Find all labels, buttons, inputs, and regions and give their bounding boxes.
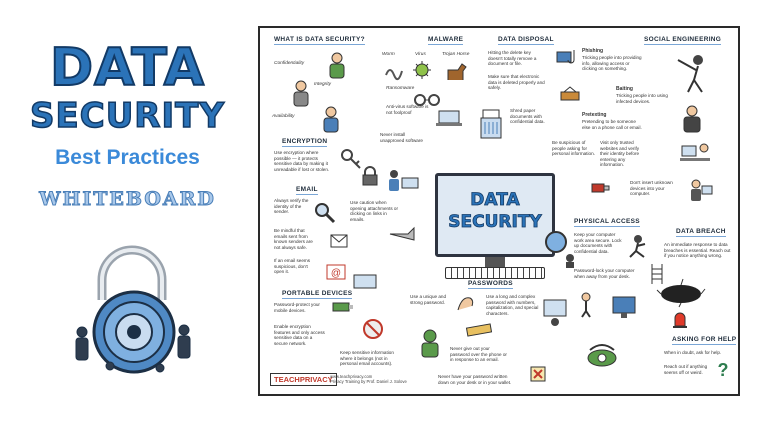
key-icon [340,148,362,170]
text-breach-response: An immediate response to data breaches is essential. Reach out if you notice anything wrong. [664,242,731,259]
desk-worker-icon [680,142,710,166]
person-figure-icon [320,106,342,134]
person-with-laptop-icon [386,168,420,192]
text-unknown-devices: Don't insert unknown devices into your computer. [630,180,673,197]
magnifier-person-icon [314,202,336,228]
shredder-icon [480,108,502,140]
email-warning-icon [326,264,346,280]
padlock-icon [362,166,378,186]
heading-data-disposal: DATA DISPOSAL [498,36,554,43]
label-confidentiality: Confidentiality [274,61,305,66]
fishing-figure-icon [670,52,706,96]
text-never-written-down: Never have your password written down on your desk or in your wallet. [438,374,512,385]
phishing-hook-icon [556,48,578,66]
text-ask-for-help: When in doubt, ask for help. [664,350,722,355]
text-phishing: Tricking people into providing info, allowing access or clicking on something. [582,55,642,72]
label-phishing: Phishing [582,48,604,54]
text-trusted-websites: Visit only trusted websites and verify their identity before entering any information. [600,140,640,168]
text-baiting: Tricking people into using infected devices. [616,93,668,104]
label-worm: Worm [382,52,395,57]
label-integrity: Integrity [314,82,332,87]
heading-malware: MALWARE [428,36,464,43]
bait-trap-icon [560,86,580,102]
usb-drive-hand-icon [590,180,610,196]
text-enable-encryption: Enable encryption features and only access sensitive data on a secure network. [274,324,325,346]
text-keep-sensitive-info: Keep sensitive information where it belongs (not in personal email accounts). [340,350,394,367]
label-ransomware: Ransomware [386,86,415,91]
password-character-icon [542,298,568,328]
title-security: SECURITY [30,96,225,136]
locked-monitor-icon [612,296,636,320]
heading-passwords: PASSWORDS [468,280,513,287]
usb-stick-icon [332,300,354,314]
heading-email: EMAIL [296,186,318,193]
magnifier-person-icon [542,228,578,268]
keyboard [445,267,545,279]
text-never-install-unapproved: Never install unapproved software [380,132,423,143]
text-reach-out: Reach out if anything seems off or weird. [664,364,708,375]
center-title-security: SECURITY [448,212,542,232]
text-attachments-caution: Use caution when opening attachments or clicking on links in emails. [350,200,399,222]
arm-flex-icon [456,290,476,312]
label-trojan-horse: Trojan Horse [442,52,470,57]
title-data: DATA [49,38,206,98]
trojan-horse-icon [444,60,468,82]
center-title-data: DATA [470,190,520,210]
label-baiting: Baiting [616,86,633,92]
teachprivacy-logo: TEACHPRIVACY [270,373,337,386]
ladder-icon [648,264,666,284]
padlock-illustration [62,240,202,380]
text-password-protect: Password-protect your mobile devices. [274,302,320,313]
text-encryption: Use encryption where possible — it protects sensitive data by making it unreadable if lost or stolen. [274,150,330,172]
heading-social-engineering: SOCIAL ENGINEERING [644,36,722,43]
no-disc-icon [362,318,384,340]
heading-data-breach: DATA BREACH [676,228,726,235]
text-pretexting: Pretending to be someone else on a phone call or email. [582,119,642,130]
question-mark-icon [716,360,730,380]
footer-byline: Privacy Training by Prof. Daniel J. Solove [330,379,407,385]
svg-text:@: @ [330,268,342,279]
support-phone-icon [586,340,618,368]
heading-portable-devices: PORTABLE DEVICES [282,290,353,297]
text-antivirus-not-foolproof: Anti-virus software is not foolproof [386,104,429,115]
ruler-icon [466,322,492,338]
text-electronic-deleted: Make sure that electronic data is deleted properly and safely. [488,74,545,91]
text-verify-sender: Always verify the identity of the sender. [274,198,309,215]
text-password-lock-computer: Password-lock your computer when away from your desk. [574,268,635,279]
heading-encryption: ENCRYPTION [282,138,328,145]
heading-asking-for-help: ASKING FOR HELP [672,336,737,343]
label-virus: Virus [415,52,426,57]
heading-physical-access: PHYSICAL ACCESS [574,218,640,225]
monitor-stand [485,257,505,267]
text-known-senders: Be mindful that emails sent from known senders are not always safe. [274,228,313,250]
running-thief-icon [626,234,648,260]
woman-phone-icon [416,328,444,358]
x-mark-icon [530,366,546,382]
text-delete-key: Hitting the delete key doesn't totally remove a document or file. [488,50,537,67]
person-at-computer-icon [688,178,714,204]
title-panel [0,0,255,432]
footer-url: www.teachprivacy.com [330,374,373,379]
whiteboard [258,26,740,396]
center-monitor [435,173,555,257]
tablet-laptop-icon [352,274,378,292]
heading-what-is-data-security: WHAT IS DATA SECURITY? [274,36,365,43]
laptop-icon [436,110,462,128]
envelope-icon [330,234,348,248]
text-long-complex: Use a long and complex password with numbers, capitalization, and special characters. [486,294,539,316]
subtitle-best-practices: Best Practices [55,146,200,169]
label-availability: Availability [272,114,295,119]
person-figure-icon [290,80,312,108]
text-suspicious-people: Be suspicious of people asking for personal information. [552,140,595,157]
virus-icon [412,60,432,80]
footer-credits [330,374,407,385]
person-figure-icon [326,52,348,80]
tagline-whiteboard: WHITEBOARD [39,188,216,210]
text-suspicious-email: If an email seems suspicious, don't open it. [274,258,310,275]
text-never-give-password: Never give out your password over the phone or in response to an email. [450,346,507,363]
text-shred-paper: Shred paper documents with confidential data. [510,108,545,125]
text-secure-work-area: Keep your computer work area secure. Lock up documents with confidential data. [574,232,622,254]
svg-text:?: ? [717,360,729,380]
cursor-hand-icon [388,224,418,244]
siren-icon [672,310,688,328]
phone-caller-icon [680,104,704,134]
worm-icon [384,61,404,79]
text-unique-password: Use a unique and strong password. [410,294,447,305]
person-walking-away-icon [578,292,608,318]
label-pretexting: Pretexting [582,112,607,118]
